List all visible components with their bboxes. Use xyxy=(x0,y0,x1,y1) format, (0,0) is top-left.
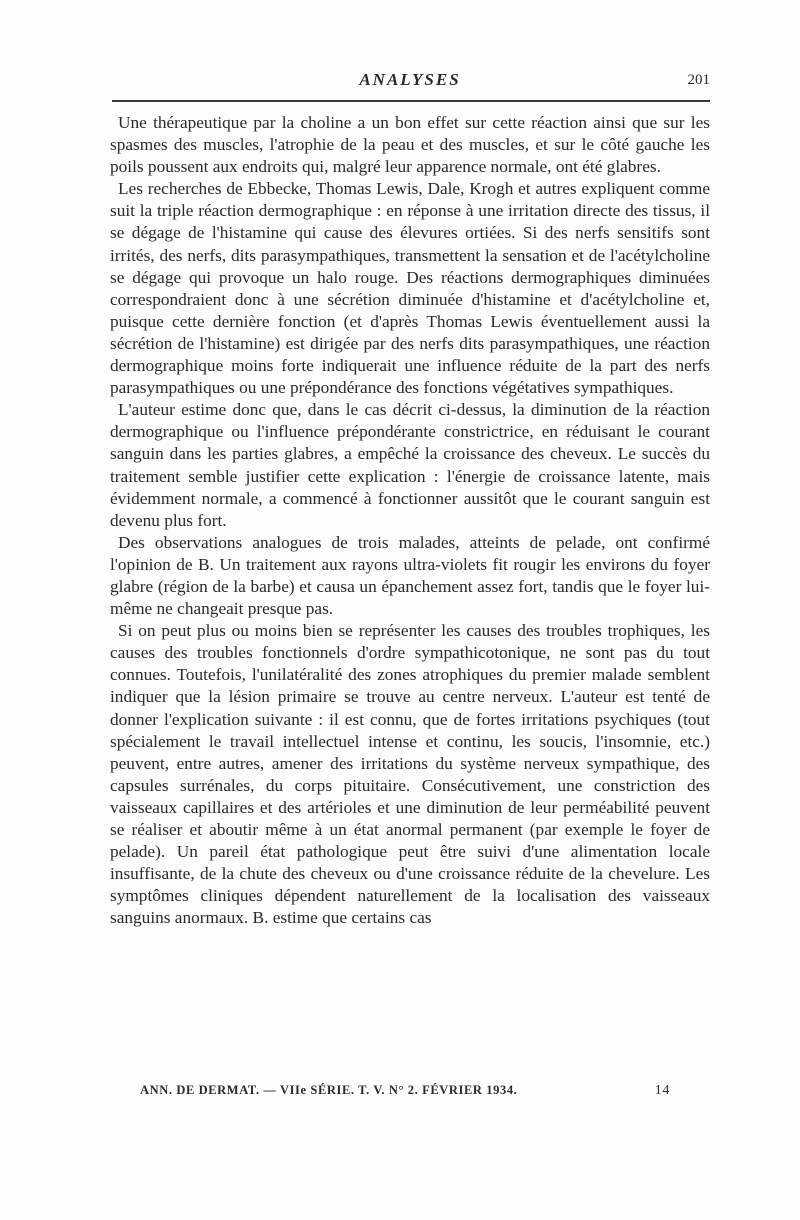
page-number: 201 xyxy=(687,72,710,88)
page-footer xyxy=(110,1083,710,1103)
paragraph-trophic-causes: Si on peut plus ou moins bien se représenter les causes des troubles trophiques, les causes des troubles fonctionnels d'ordre sympathicotonique, ne sont pas du tout connues. Toutefois, l'unilatéralité des zones atrophiques du premier malade semblent indiquer que la lésion primaire se trouve au centre nerveux. L'auteur est tenté de donner l'explication suivante : il est connu, que de fortes irritations psychiques (tout spécialement le travail intellectuel intense et continu, les soucis, l'insomnie, etc.) peuvent, entre autres, amener des irritations du système nerveux sympathique, des capsules surrénales, du corps pituitaire. Consécutivement, une constriction des vaisseaux capillaires et des artérioles et une diminution de leur perméabilité peuvent se réaliser et aboutir même à un état anormal permanent (par exemple le foyer de pelade). Un pareil état pathologique peut être suivi d'une alimentation locale insuffisante, de la chute des cheveux ou d'une croissance réduite de la chevelure. Les symptômes cliniques dépendent naturellement de la localisation des vaisseaux sanguins anormaux. B. estime que certains cas xyxy=(110,621,710,928)
sheet-number: 14 xyxy=(654,1083,670,1098)
paragraph-analogous-observations: Des observations analogues de trois malades, atteints de pelade, ont confirmé l'opinion de B. Un traitement aux rayons ultra-violets fit rougir les environs du foyer glabre (région de la barbe) et causa un épanchement assez fort, tandis que le foyer lui-même ne changeait presque pas. xyxy=(110,532,710,619)
journal-citation: ANN. DE DERMAT. — VIIe SÉRIE. T. V. N° 2. FÉVRIER 1934. xyxy=(140,1083,518,1097)
paragraph-author-explanation: L'auteur estime donc que, dans le cas décrit ci-dessus, la diminution de la réaction dermographique ou l'influence prépondérante constrictrice, en réduisant le courant sanguin dans les parties glabres, a empêché la croissance des cheveux. Le succès du traitement semble justifier cette explication : l'énergie de croissance latente, mais évidemment normale, a commencé à fonctionner aussitôt que le courant sanguin est devenu plus fort. xyxy=(110,400,710,530)
article-body xyxy=(110,112,710,929)
running-title: ANALYSES xyxy=(359,70,461,89)
header-rule xyxy=(112,100,710,102)
running-head xyxy=(110,70,710,96)
paragraph-choline-therapy: Une thérapeutique par la choline a un bon effet sur cette réaction ainsi que sur les spasmes des muscles, l'atrophie de la peau et des muscles, et sur le côté gauche les poils poussent aux endroits qui, malgré leur apparence normale, ont été glabres. xyxy=(110,113,710,177)
paragraph-dermographic-reaction: Les recherches de Ebbecke, Thomas Lewis, Dale, Krogh et autres expliquent comme suit la triple réaction dermographique : en réponse à une irritation directe des tissus, il se dégage de l'histamine qui cause des élevures ortiées. Si des nerfs sensitifs sont irrités, des nerfs, dits parasympathiques, transmettent la sensation et de l'acétylcholine se dégage qui provoque un halo rouge. Des réactions dermographiques diminuées correspondraient donc à une sécrétion diminuée d'histamine et d'acétylcholine et, puisque cette dernière fonction (et d'après Thomas Lewis éventuellement aussi la sécrétion de l'histamine) est dirigée par des nerfs dits parasympathiques, une réaction dermographique moins forte indiquerait une influence réduite de la part des nerfs parasympathiques ou une prépondérance des fonctions végétatives sympathiques. xyxy=(110,179,710,398)
